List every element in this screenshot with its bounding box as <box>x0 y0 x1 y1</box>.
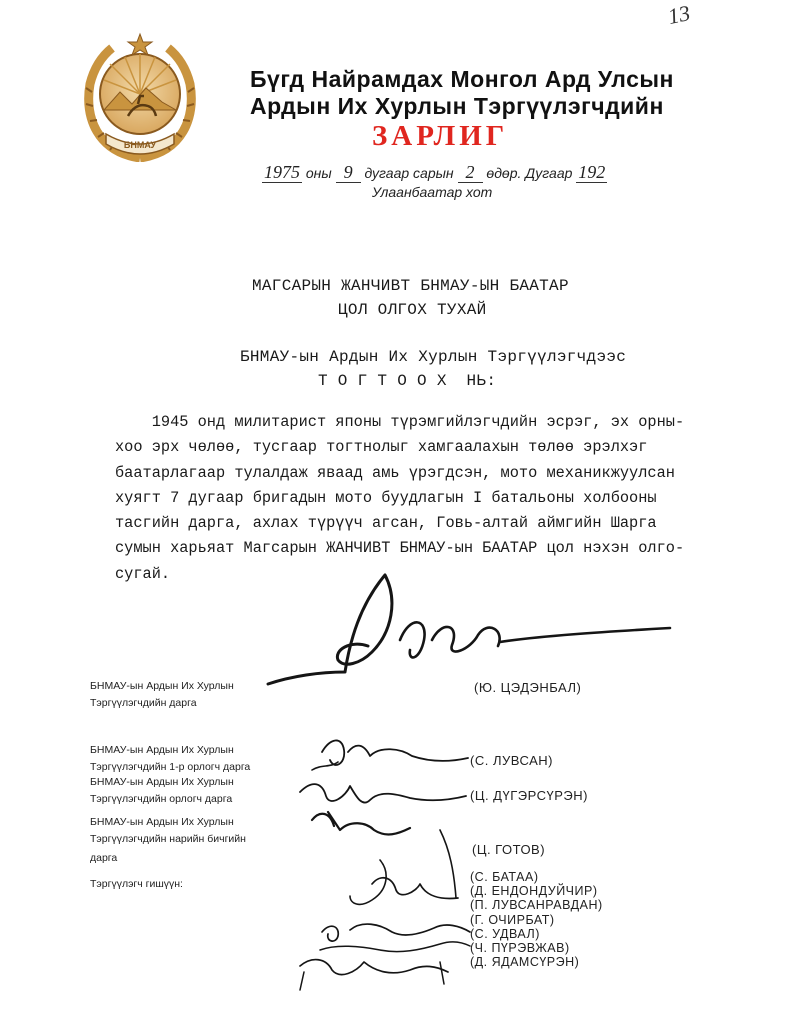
first-deputy-name: (С. ЛУВСАН) <box>470 753 553 768</box>
member-name: (С. БАТАА) <box>470 870 539 884</box>
date-month: 9 <box>336 162 361 183</box>
resolution-line-1: БНМАУ-ын Ардын Их Хурлын Тэргүүлэгчдээс <box>240 348 627 366</box>
place-line: Улаанбаатар хот <box>372 184 493 200</box>
body-line: сумын харьяат Магсарын ЖАНЧИВТ БНМАУ-ын БААТАР цол нэхэн олго- <box>115 539 685 558</box>
member-name: (Д. ЯДАМСҮРЭН) <box>470 955 580 970</box>
date-day: 2 <box>458 162 483 183</box>
state-emblem-icon <box>80 32 200 162</box>
body-line: тасгийн дарга, ахлах түрүүч агсан, Говь-алтай аймгийн Шарга <box>115 514 657 533</box>
members-list <box>470 870 603 969</box>
decree-number: 192 <box>578 162 606 182</box>
date-year-suffix: оны <box>305 165 332 181</box>
body-line: баатарлагаар тулалдаж яваад амь үрэгдсэн, мото механикжуулсан <box>115 463 675 482</box>
date-line <box>262 162 607 183</box>
date-month-suffix: дугаар сарын <box>364 165 454 181</box>
member-name: (П. ЛУВСАНРАВДАН) <box>470 898 603 913</box>
emblem-ribbon-text: БНМАУ <box>123 140 157 150</box>
body-line: хуягт 7 дугаар бригадын мото буудлагын I батальоны холбооны <box>115 488 657 507</box>
body-line: 1945 онд милитарист японы түрэмгийлэгчдийн эсрэг, эх орны- <box>115 413 685 431</box>
chair-role: БНМАУ-ын Ардын Их Хурлын Тэргүүлэгчдийн дарга <box>90 680 234 709</box>
members-label: Тэргүүлэгч гишүүн: <box>90 878 183 890</box>
page-number: 13 <box>665 0 693 30</box>
body-line: хоо эрх чөлөө, тусгаар тогтнолыг хамгаалахын төлөө эрэлхэг <box>115 438 648 457</box>
first-deputy-role: БНМАУ-ын Ардын Их Хурлын Тэргүүлэгчдийн 1-р орлогч дарга <box>90 744 251 773</box>
member-name: (Д. ЕНДОНДУЙЧИР) <box>470 884 598 899</box>
secretary-name: (Ц. ГОТОВ) <box>472 842 546 857</box>
header-line-2: Ардын Их Хурлын Тэргүүлэгчдийн <box>250 93 664 119</box>
secretary-role: БНМАУ-ын Ардын Их Хурлын Тэргүүлэгчдийн нарийн бичгийн дарга <box>90 816 246 864</box>
subject-line-2: ЦОЛ ОЛГОХ ТУХАЙ <box>338 301 487 319</box>
deputy-role: БНМАУ-ын Ардын Их Хурлын Тэргүүлэгчдийн орлогч дарга <box>90 776 234 805</box>
deputy-name: (Ц. ДҮГЭРСҮРЭН) <box>470 788 588 803</box>
decree-title: ЗАРЛИГ <box>372 120 509 152</box>
subject-line-1: МАГСАРЫН ЖАНЧИВТ БНМАУ-ЫН БААТАР <box>252 277 569 295</box>
decree-body <box>115 410 715 587</box>
header-line-1: Бүгд Найрамдах Монгол Ард Улсын <box>250 66 674 92</box>
member-name: (Ч. ПҮРЭВЖАВ) <box>470 941 570 956</box>
body-line: сугай. <box>115 564 171 583</box>
date-year: 1975 <box>264 162 300 182</box>
member-name: (С. УДВАЛ) <box>470 926 540 941</box>
date-day-suffix: өдөр. Дугаар <box>486 165 573 181</box>
member-name: (Г. ОЧИРБАТ) <box>470 912 555 927</box>
resolution-line-2: Т О Г Т О О Х НЬ: <box>318 372 497 390</box>
chair-name: (Ю. ЦЭДЭНБАЛ) <box>474 680 582 695</box>
